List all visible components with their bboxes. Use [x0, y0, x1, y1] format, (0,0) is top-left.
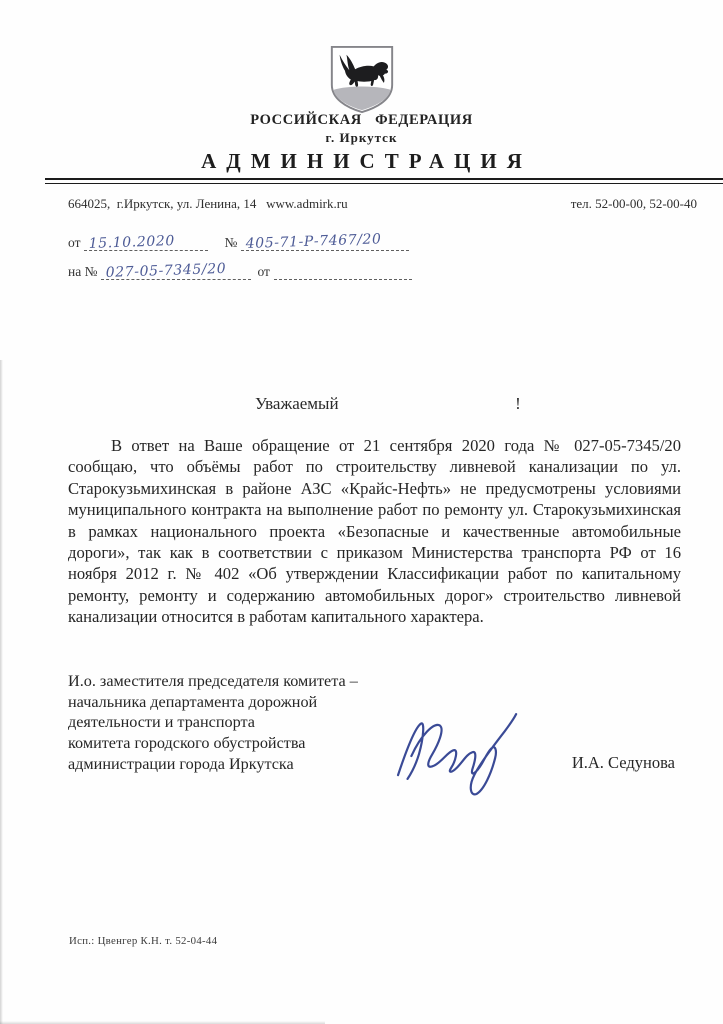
signer-position-line: деятельности и транспорта	[68, 713, 255, 732]
ref-reply-from-label: от	[257, 264, 270, 279]
ref-number-field	[241, 233, 409, 251]
handwritten-signature	[386, 697, 551, 802]
outgoing-reference-row	[68, 233, 412, 251]
ref-from-label: от	[68, 235, 81, 250]
ref-reply-handwritten: 027-05-7345/20	[105, 260, 227, 281]
signer-position-line: администрации города Иркутска	[68, 754, 294, 773]
irkutsk-coat-of-arms-icon	[323, 44, 401, 121]
signer-name: И.А. Седунова	[571, 753, 675, 772]
signer-position-line: начальника департамента дорожной	[68, 692, 318, 711]
incoming-reference-row	[68, 262, 412, 280]
scan-edge-artifact	[0, 360, 3, 1024]
greeting-salutation: Уважаемый	[255, 394, 339, 413]
ref-reply-date-field	[274, 262, 412, 280]
letterhead-contact-row	[68, 196, 697, 212]
signature-block	[68, 671, 681, 779]
ref-number-label: №	[224, 235, 238, 250]
letterhead-city: г. Иркутск	[325, 130, 398, 145]
ref-reply-label: на №	[68, 264, 98, 279]
executor-note: Исп.: Цвенгер К.Н. т. 52-04-44	[69, 935, 218, 947]
reference-block	[68, 233, 412, 291]
ref-reply-field	[101, 262, 251, 280]
letterhead-address: 664025, г.Иркутск, ул. Ленина, 14 www.admirk.ru	[68, 196, 348, 211]
ref-date-field	[84, 233, 208, 251]
greeting-line	[68, 394, 521, 414]
greeting-exclamation: !	[515, 394, 521, 413]
ref-number-handwritten: 405-71-Р-7467/20	[245, 231, 383, 252]
letterhead-org-title: АДМИНИСТРАЦИЯ	[201, 149, 532, 173]
letterhead-country: РОССИЙСКАЯ ФЕДЕРАЦИЯ	[250, 112, 473, 128]
letterhead-phone: тел. 52-00-00, 52-00-40	[570, 196, 697, 211]
double-rule-divider	[45, 178, 723, 184]
signer-position-line: И.о. заместителя председателя комитета –	[68, 672, 358, 690]
letter-body-paragraph: В ответ на Ваше обращение от 21 сентября 2020 года № 027-05-7345/20 сообщаю, что объёмы работ по строительству ливневой канализации по ул. Старокузьмихинская в районе АЗС «Крайс-Нефть» не предусмотрены условиями муниципального контракта на выполнение работ по ремонту ул. Старокузьмихинская в рамках национального проекта «Безопасные и качественные автомобильные дороги», так как в соответствии с приказом Министерства транспорта РФ от 16 ноября 2012 г. № 402 «Об утверждении Классификации работ по капитальному ремонту, ремонту и содержанию автомобильных дорог» строительство ливневой канализации относится в работам капитального характера.	[68, 436, 681, 627]
ref-date-handwritten: 15.10.2020	[88, 233, 176, 252]
signer-position-line: комитета городского обустройства	[68, 734, 306, 753]
